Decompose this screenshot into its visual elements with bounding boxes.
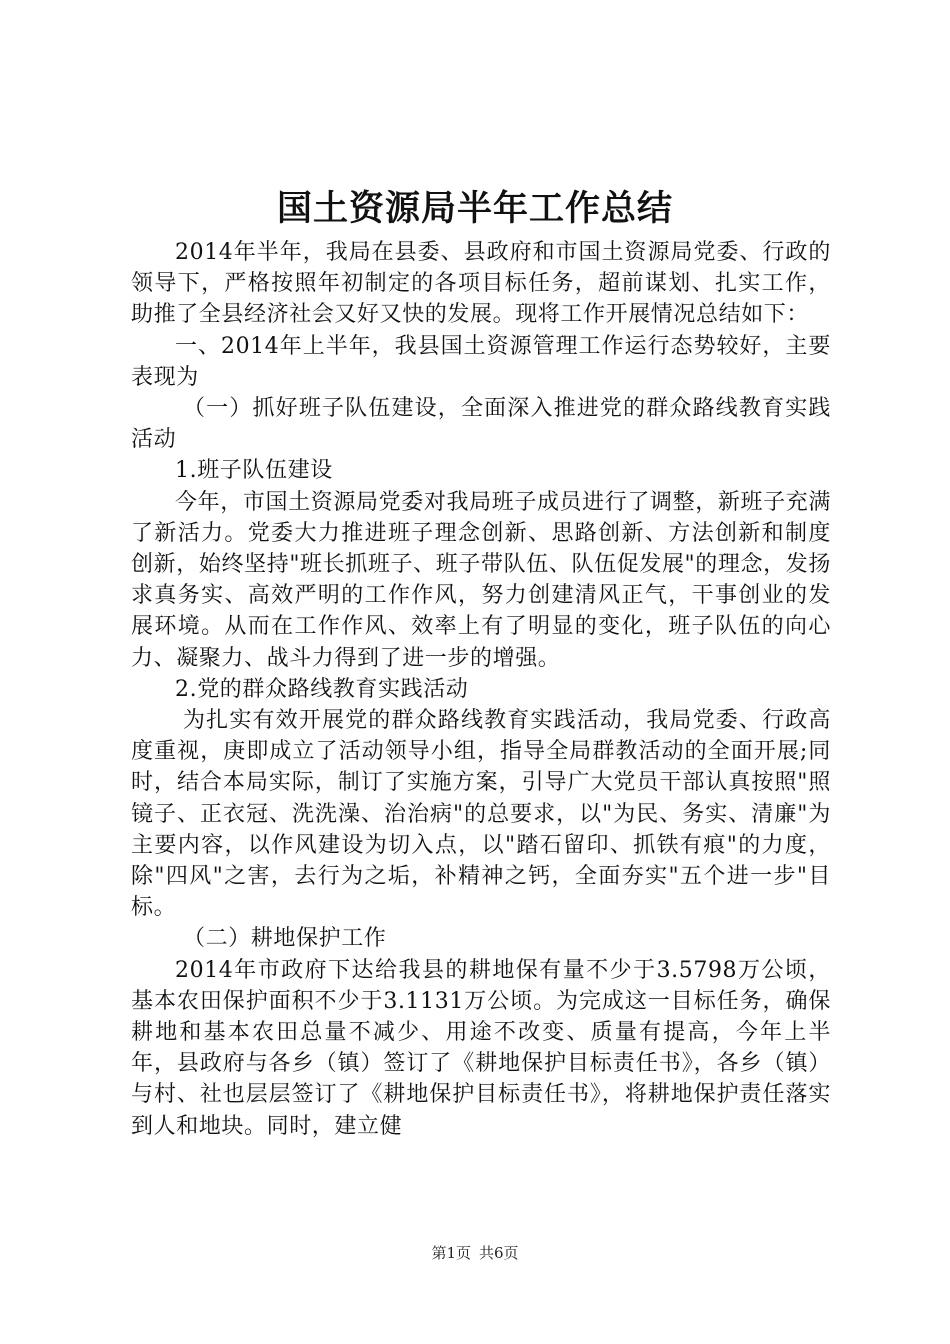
- body-paragraph-2: 为扎实有效开展党的群众路线教育实践活动，我局党委、行政高度重视，庚即成立了活动领导小组，指导全局群教活动的全面开展;同时，结合本局实际，制订了实施方案，引导广大党员干部认真按照"照镜子、正衣冠、洗洗澡、治治病"的总要求，以"为民、务实、清廉"为主要内容，以作风建设为切入点，以"踏石留印、抓铁有痕"的力度，除"四风"之害，去行为之垢，补精神之钙，全面夯实"五个进一步"目标。: [131, 708, 831, 921]
- item-heading-1: 1.班子队伍建设: [175, 458, 333, 484]
- intro-paragraph: 2014年半年，我局在县委、县政府和市国土资源局党委、行政的领导下，严格按照年初制定的各项目标任务，超前谋划、扎实工作，助推了全县经济社会又好又快的发展。现将工作开展情况总结如下：: [131, 240, 831, 328]
- page-footer: [0, 1243, 950, 1263]
- subsection-heading-2: （二）耕地保护工作: [183, 926, 387, 952]
- body-paragraph-1: 今年，市国土资源局党委对我局班子成员进行了调整，新班子充满了新活力。党委大力推进班子理念创新、思路创新、方法创新和制度创新，始终坚持"班长抓班子、班子带队伍、队伍促发展"的理念，发扬求真务实、高效严明的工作作风，努力创建清风正气，干事创业的发展环境。从而在工作作风、效率上有了明显的变化，班子队伍的向心力、凝聚力、战斗力得到了进一步的增强。: [131, 489, 831, 671]
- item-heading-2: 2.党的群众路线教育实践活动: [175, 676, 469, 702]
- document-body: [131, 237, 831, 1142]
- document-title: 国土资源局半年工作总结: [276, 188, 673, 229]
- body-paragraph-3: 2014年市政府下达给我县的耕地保有量不少于3.5798万公顷，基本农田保护面积不少于3.1131万公顷。为完成这一目标任务，确保耕地和基本农田总量不减少、用途不改变、质量有提高，今年上半年，县政府与各乡（镇）签订了《耕地保护目标责任书》，各乡（镇）与村、社也层层签订了《耕地保护目标责任书》，将耕地保护责任落实到人和地块。同时，建立健: [131, 957, 831, 1139]
- page-number: 第1页: [431, 1244, 471, 1262]
- subsection-heading-1: （一）抓好班子队伍建设，全面深入推进党的群众路线教育实践活动: [131, 396, 831, 453]
- page-total: 共6页: [479, 1244, 519, 1262]
- section-heading-1: 一、2014年上半年，我县国土资源管理工作运行态势较好，主要表现为: [131, 333, 831, 390]
